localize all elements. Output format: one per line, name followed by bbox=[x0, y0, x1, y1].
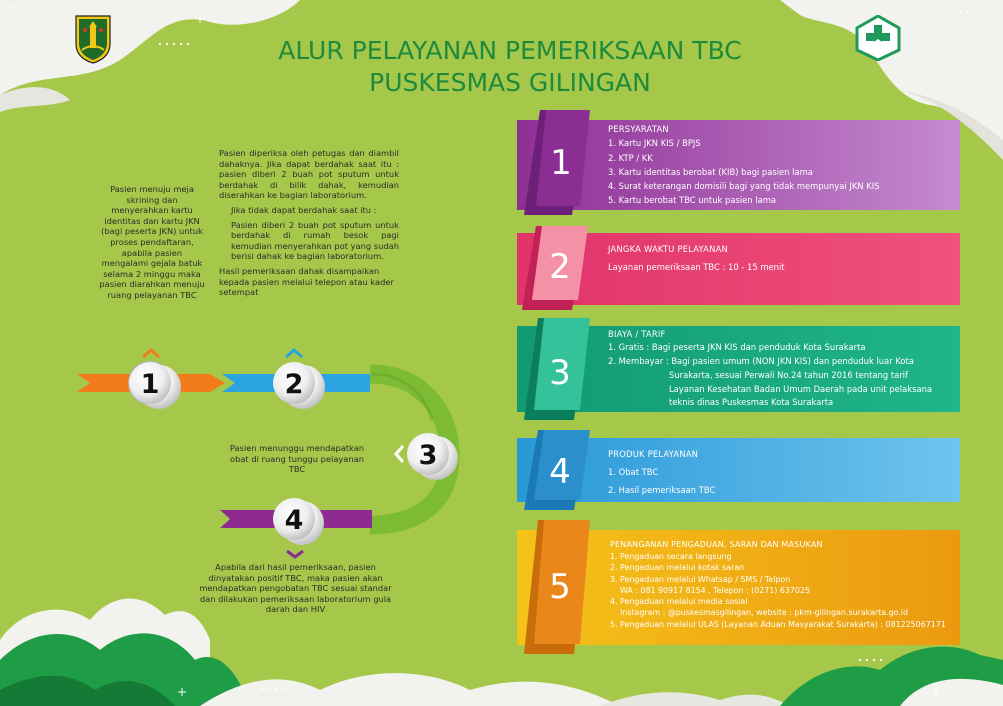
step-1-description: Pasien menuju meja skrining dan menyerahkan kartu identitas dan kartu JKN (bagi peserta JKN) untuk proses pendaftaran, apabila pasien mengalami gejala batuk selama 2 minggu maka pasien diarahkan menuju ruang pelayanan TBC bbox=[99, 184, 205, 300]
panel-2-number: 2 bbox=[549, 247, 571, 287]
step-2-paragraph-3: Pasien diberi 2 buah pot sputum untuk berdahak di rumah besok pagi kemudian menyerahkan pot yang sudah berisi dahak ke bagian laboratorium. bbox=[231, 219, 399, 262]
panel-5-line: 3. Pengaduan melalui Whatsap / SMS / Telpon bbox=[610, 575, 791, 584]
panel-5-line: 4. Pengaduan melalui media sosial bbox=[610, 597, 748, 606]
step-1-number: 1 bbox=[140, 369, 160, 400]
panel-1-line: 5. Kartu berobat TBC untuk pasien lama bbox=[608, 195, 777, 205]
panel-3-line: 1. Gratis : Bagi peserta JKN KIS dan penduduk Kota Surakarta bbox=[608, 342, 866, 352]
step-3-description: Pasien menunggu mendapatkan obat di ruang tunggu pelayanan TBC bbox=[229, 443, 365, 475]
panel-5-number: 5 bbox=[549, 567, 571, 607]
step-2-paragraph-4: Hasil pemeriksaan dahak disampaikan kepada pasien melalui telepon atau kader setempat bbox=[219, 265, 394, 298]
puskesmas-cross-house-icon bbox=[855, 15, 901, 61]
panel-3-number: 3 bbox=[549, 353, 571, 393]
panel-2-line: Layanan pemeriksaan TBC : 10 - 15 menit bbox=[608, 262, 785, 272]
panel-1-title: PERSYARATAN bbox=[608, 124, 669, 134]
panel-3-line: Surakarta, sesuai Perwali No.24 tahun 2016 tentang tarif bbox=[669, 370, 908, 380]
panel-5-line: 2. Pengaduan melalui kotak saran bbox=[610, 563, 745, 572]
panel-5-line: 5. Pengaduan melalui ULAS (Layanan Aduan Masyarakat Surakarta) : 081225067171 bbox=[610, 620, 946, 629]
page-subtitle: PUSKESMAS GILINGAN bbox=[369, 68, 651, 97]
panel-4-number: 4 bbox=[549, 452, 571, 492]
panel-4-title: PRODUK PELAYANAN bbox=[608, 449, 699, 459]
panel-3-title: BIAYA / TARIF bbox=[608, 329, 666, 339]
panel-1-line: 1. Kartu JKN KIS / BPJS bbox=[608, 138, 701, 148]
step-4-description: Apabila dari hasil pemeriksaan, pasien dinyatakan positif TBC, maka pasien akan mendapatkan pengobatan TBC sesuai standar dan dilakukan pemeriksaan laboratorium gula darah dan HIV bbox=[199, 562, 392, 615]
panel-2-title: JANGKA WAKTU PELAYANAN bbox=[608, 244, 728, 254]
step-3-number: 3 bbox=[418, 440, 438, 471]
surakarta-crest-icon bbox=[74, 14, 112, 64]
panel-3-line: 2. Membayar : Bagi pasien umum (NON JKN KIS) dan penduduk luar Kota bbox=[608, 356, 914, 366]
panel-1-number: 1 bbox=[550, 143, 572, 183]
panel-5-line: Instagram : @puskesmasgilingan, website : pkm-gilingan.surakarta.go.id bbox=[620, 608, 909, 617]
step-marker-1 bbox=[128, 361, 181, 409]
step-marker-4 bbox=[273, 498, 324, 545]
page-title: ALUR PELAYANAN PEMERIKSAAN TBC bbox=[278, 36, 742, 65]
step-2-paragraph-2: Jika tidak dapat berdahak saat itu : bbox=[231, 204, 377, 215]
panel-3-line: teknis dinas Puskesmas Kota Surakarta bbox=[669, 397, 834, 407]
step-2-paragraph-1: Pasien diperiksa oleh petugas dan diambil dahaknya. Jika dapat berdahak saat itu : pasien diberi 2 buah pot sputum untuk berdahak di bilik dahak, kemudian diserahkan ke bagian laboratorium. bbox=[219, 148, 399, 201]
panel-5-title: PENANGANAN PENGADUAN, SARAN DAN MASUKAN bbox=[610, 540, 823, 549]
panel-4-line: 1. Obat TBC bbox=[608, 467, 659, 477]
step-2-number: 2 bbox=[284, 369, 304, 400]
panel-1-line: 3. Kartu identitas berobat (KIB) bagi pasien lama bbox=[608, 167, 813, 177]
step-4-number: 4 bbox=[284, 505, 304, 536]
panel-1-line: 2. KTP / KK bbox=[608, 153, 653, 163]
panel-3-line: Layanan Kesehatan Badan Umum Daerah pada unit pelaksana bbox=[669, 384, 933, 394]
panel-5-line: 1. Pengaduan secara langsung bbox=[610, 552, 732, 561]
step-marker-2 bbox=[273, 362, 325, 409]
panel-1-line: 4. Surat keterangan domisili bagi yang tidak mempunyai JKN KIS bbox=[608, 181, 880, 191]
step-2-description bbox=[219, 148, 399, 302]
panel-4 bbox=[517, 430, 960, 510]
panel-5-line: WA : 081 90917 8154 , Telepon : (0271) 637025 bbox=[620, 586, 810, 595]
panel-4-line: 2. Hasil pemeriksaan TBC bbox=[608, 485, 716, 495]
